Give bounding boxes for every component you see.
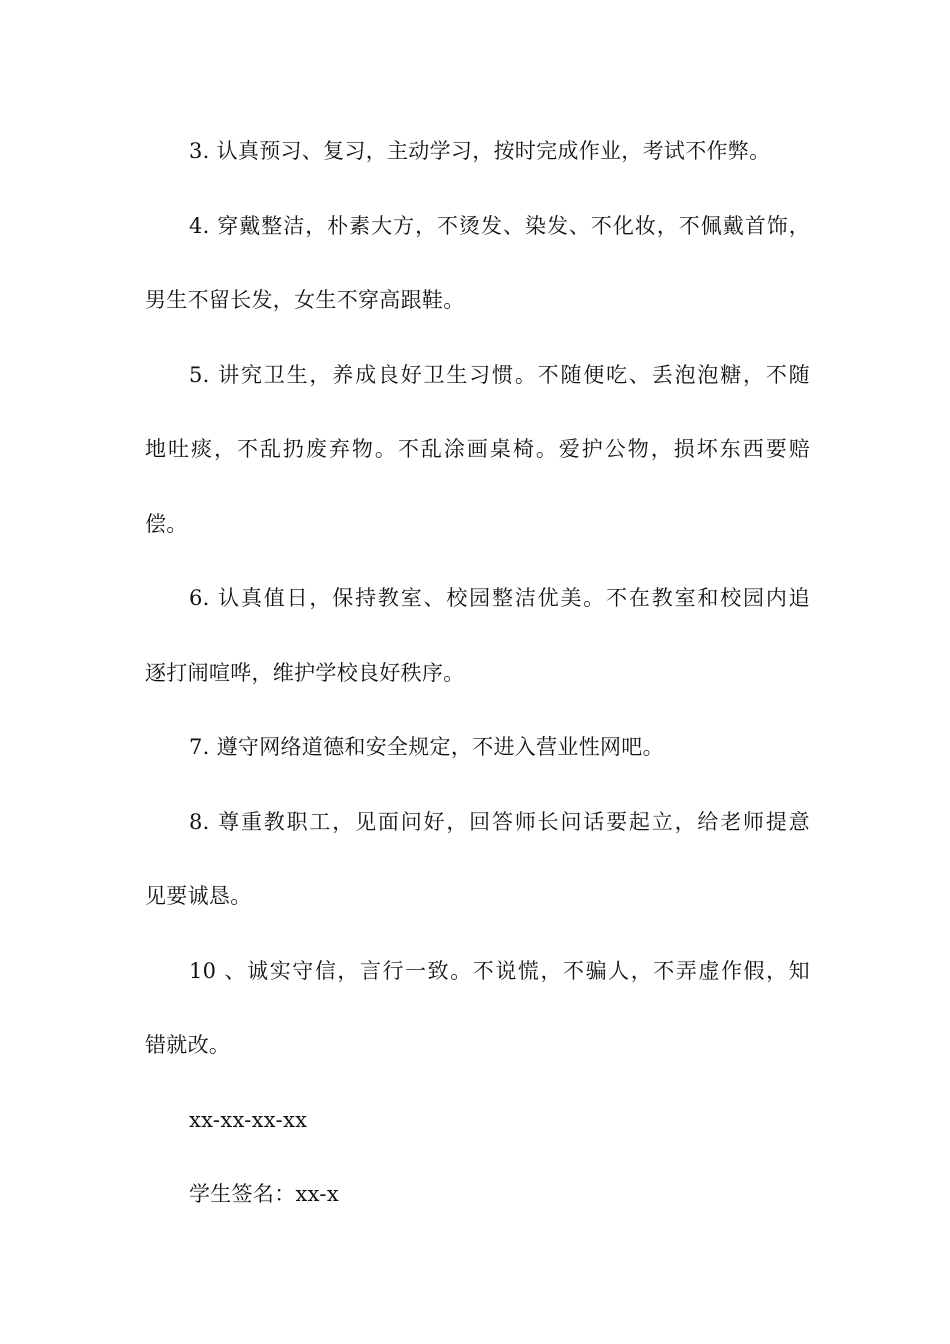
rule-7-line: 7. 遵守网络道德和安全规定，不进入营业性网吧。 <box>189 735 664 759</box>
rule-10-line-2: 错就改。 <box>145 1033 231 1057</box>
rule-8-line-2: 见要诚恳。 <box>145 884 252 908</box>
rule-8-line-1: 8. 尊重教职工，见面问好，回答师长问话要起立，给老师提意 <box>189 809 810 834</box>
rule-5-line-2: 地吐痰，不乱扔废弃物。不乱涂画桌椅。爱护公物，损坏东西要赔 <box>145 437 810 461</box>
rule-5-line-3: 偿。 <box>145 511 188 536</box>
rule-6-line-1: 6. 认真值日，保持教室、校园整洁优美。不在教室和校园内追 <box>189 586 810 610</box>
rule-6-line-2: 逐打闹喧哗，维护学校良好秩序。 <box>145 660 465 685</box>
document-body <box>145 129 810 1247</box>
rule-5-line-1: 5. 讲究卫生，养成良好卫生习惯。不随便吃、丢泡泡糖，不随 <box>189 362 810 387</box>
rule-4-line-1: 4. 穿戴整洁，朴素大方，不烫发、染发、不化妆，不佩戴首饰， <box>189 213 810 238</box>
student-signature-line: 学生签名：xx-x <box>189 1182 339 1206</box>
date-line: xx-xx-xx-xx <box>189 1107 308 1132</box>
rule-4-line-2: 男生不留长发，女生不穿高跟鞋。 <box>145 288 465 312</box>
rule-3-line: 3. 认真预习、复习，主动学习，按时完成作业，考试不作弊。 <box>189 139 771 163</box>
rule-10-line-1: 10 、诚实守信，言行一致。不说慌，不骗人，不弄虚作假，知 <box>189 958 810 983</box>
